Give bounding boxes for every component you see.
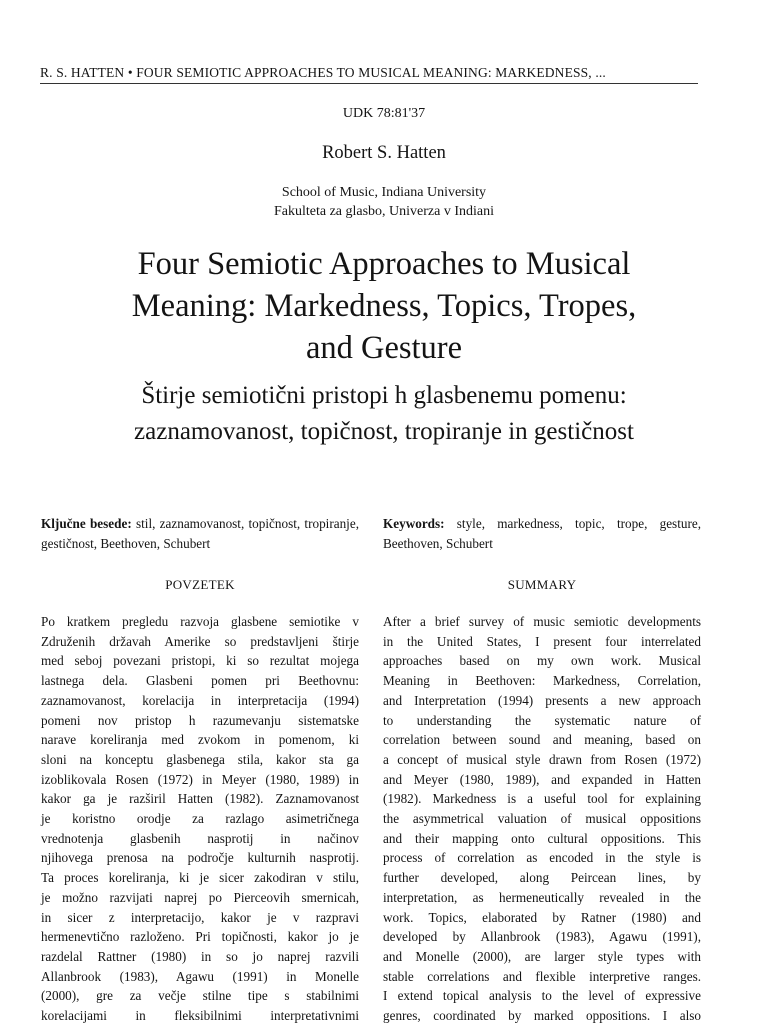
- abstract-line: a concept of musical style drawn from Rosen (1972): [383, 751, 701, 767]
- abstract-line: Po kratkem pregledu razvoja glasbene semiotike v: [41, 614, 359, 629]
- paper-subtitle: [20, 378, 748, 450]
- paper-title: [30, 243, 738, 369]
- abstract-line: korelacijami in fleksibilnimi interpretativnimi: [41, 1008, 359, 1024]
- abstract-line: and Interpretation (1994) presents a new approach: [383, 692, 701, 708]
- abstract-line: and Meyer (1980, 1989), and expanded in Hatten: [383, 771, 701, 787]
- abstract-line: njihovega prenosa na področje kulturnih nasprotij.: [41, 850, 359, 866]
- abstract-line: razdelal Rattner (1980) in so jo naprej razvili: [41, 948, 359, 964]
- keywords-english: [383, 514, 701, 553]
- abstract-line: developed by Allanbrook (1983), Agawu (1991),: [383, 929, 701, 945]
- abstract-line: stable correlations and flexible interpretive ranges.: [383, 968, 701, 984]
- abstract-line: med seboj povezani pristopi, ki so rezultat mojega: [41, 653, 359, 669]
- abstract-line: further developed, along Peircean lines, by: [383, 870, 701, 886]
- title-line: Meaning: Markedness, Topics, Tropes,: [131, 288, 637, 324]
- abstract-line: pomeni nov pristop h razumevanju sistematske: [41, 712, 359, 728]
- abstract-line: to understanding the systematic nature of: [383, 712, 701, 728]
- affiliation-slovene: Fakulteta za glasbo, Univerza v Indiani: [273, 204, 495, 219]
- keywords-text: style, markedness, topic, trope, gesture, Beethoven, Schubert: [383, 516, 701, 551]
- abstract-line: process of correlation as encoded in the style is: [383, 850, 701, 866]
- abstract-line: in the United States, I present four interrelated: [383, 633, 701, 649]
- abstract-line: vrednotenja glasbenih nasprotij in načinov: [41, 830, 359, 846]
- affiliation-english: School of Music, Indiana University: [281, 185, 487, 200]
- abstract-body-slovene: [41, 612, 359, 1026]
- keywords-label: Keywords:: [383, 516, 445, 531]
- abstract-line: After a brief survey of music semiotic developments: [383, 614, 701, 629]
- subtitle-line: zaznamovanost, topičnost, tropiranje in gestičnost: [134, 418, 634, 445]
- abstract-line: narave koreliranja med zvokom in pomenom, ki: [41, 732, 359, 748]
- abstract-line: izoblikovala Rosen (1972) in Meyer (1980, 1989) in: [41, 771, 359, 787]
- udk-code: UDK 78:81'37: [342, 106, 426, 121]
- abstract-line: je možno razvijati naprej po Pierceovih smernicah,: [41, 889, 359, 905]
- subtitle-line: Štirje semiotični pristopi h glasbenemu pomenu:: [141, 382, 627, 409]
- abstract-line: correlation between sound and meaning, based on: [383, 732, 701, 748]
- abstract-line: (2000), gre za večje stilne tipe s stabilnimi: [41, 988, 359, 1004]
- abstract-line: Meaning in Beethoven: Markedness, Correlation,: [383, 673, 701, 689]
- author-name: Robert S. Hatten: [322, 143, 446, 163]
- keywords-slovene: [41, 514, 359, 553]
- abstract-line: work. Topics, elaborated by Ratner (1980) and: [383, 909, 701, 925]
- abstract-body-english: [383, 612, 701, 1026]
- title-line: Four Semiotic Approaches to Musical: [137, 246, 631, 282]
- abstract-line: and their mapping onto cultural oppositions. This: [383, 830, 701, 846]
- abstract-line: and Monelle (2000), are larger style types with: [383, 948, 701, 964]
- abstract-line: hermenevtično razloženo. Pri topičnosti, kakor jo je: [41, 929, 359, 945]
- abstract-heading-english: SUMMARY: [507, 577, 577, 592]
- abstract-line: kakor ga je razširil Hatten (1982). Zaznamovanost: [41, 791, 359, 807]
- abstract-line: approaches based on my own work. Musical: [383, 653, 701, 669]
- keywords-text: stil, zaznamovanost, topičnost, tropiranje, gestičnost, Beethoven, Schubert: [41, 516, 359, 551]
- abstract-line: lastnega dela. Glasbeni pomen pri Beethovnu:: [41, 673, 359, 689]
- title-line: and Gesture: [305, 330, 463, 366]
- abstract-line: interpretation, as hermeneutically revealed in the: [383, 889, 701, 905]
- abstract-line: Ta proces koreliranja, ki je sicer zakodiran v stilu,: [41, 870, 359, 886]
- abstract-line: I extend topical analysis to the level of expressive: [383, 988, 701, 1004]
- abstract-line: genres, coordinated by marked oppositions. I also: [383, 1008, 701, 1024]
- abstract-heading-slovene: POVZETEK: [165, 577, 235, 592]
- abstract-line: zaznamovanost, korelacija in interpretacija (1994): [41, 692, 359, 708]
- abstract-line: the asymmetrical valuation of musical oppositions: [383, 811, 701, 827]
- abstract-line: sloni na konceptu glasbenega stila, kakor sta ga: [41, 751, 359, 767]
- abstract-line: Združenih državah Amerike so predstavljeni štirje: [41, 633, 359, 649]
- abstract-line: Allanbrook (1983), Agawu (1991) in Monelle: [41, 968, 359, 984]
- abstract-line: je koristno orodje za razlago asimetričnega: [41, 811, 359, 827]
- keywords-label: Ključne besede:: [41, 516, 132, 531]
- abstract-line: in sicer z interpretacijo, kakor je v razpravi: [41, 909, 359, 925]
- running-head: R. S. HATTEN • FOUR SEMIOTIC APPROACHES TO MUSICAL MEANING: MARKEDNESS, ...: [40, 64, 698, 84]
- abstract-line: (1982). Markedness is a useful tool for explaining: [383, 791, 701, 807]
